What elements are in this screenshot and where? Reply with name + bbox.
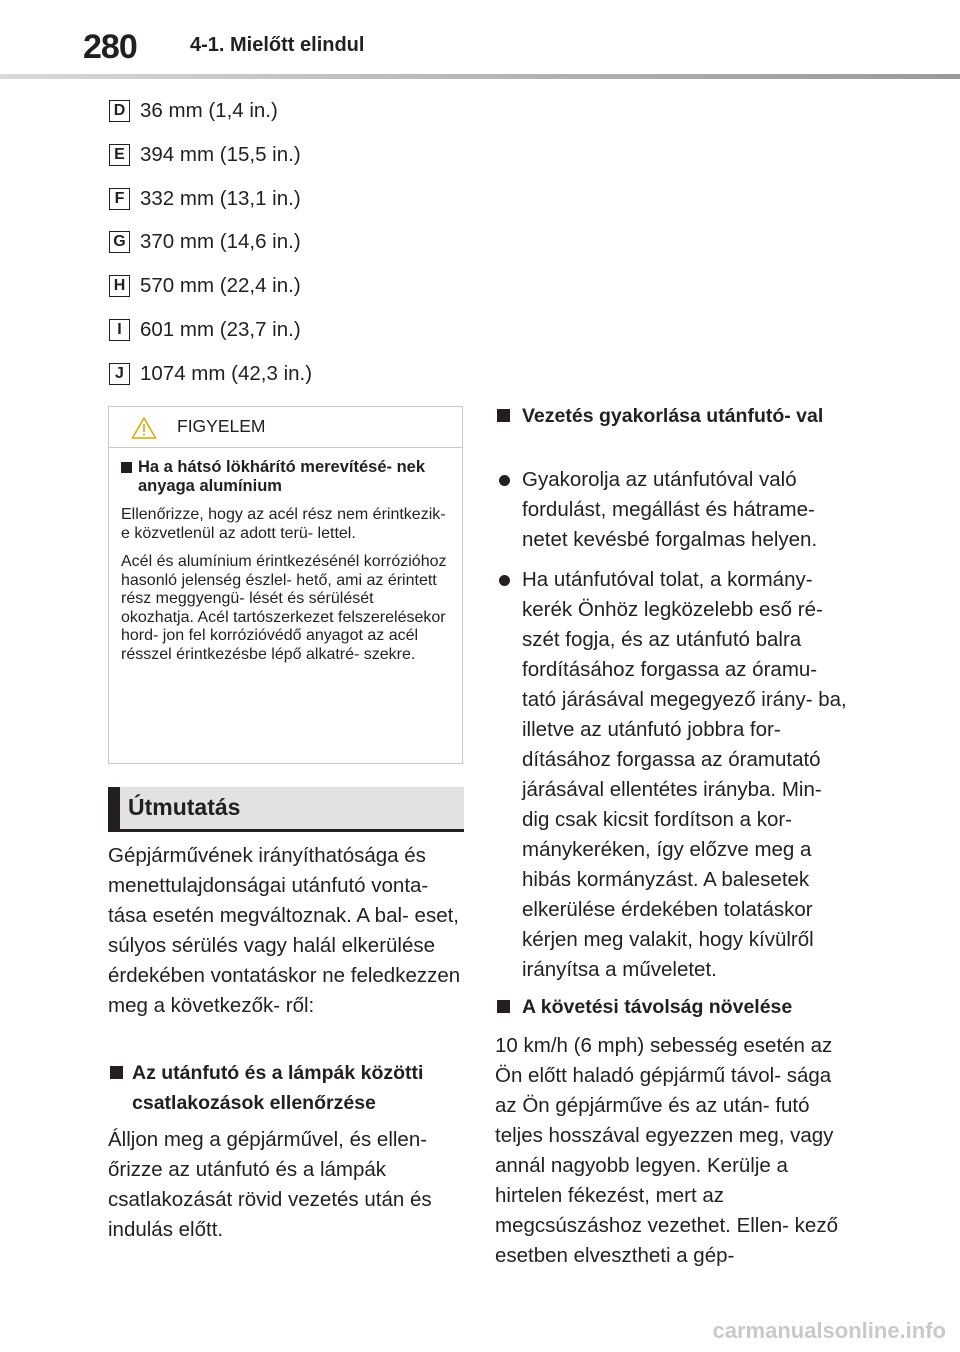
warning-header <box>109 407 462 448</box>
warning-paragraph: Ellenőrizze, hogy az acél rész nem érintkezik-e közvetlenül az adott terü- lettel. <box>121 506 446 542</box>
dimension-letter: J <box>109 363 130 385</box>
warning-subheading-text: Ha a hátsó lökhárító merevítésé- nek anyaga alumínium <box>138 458 426 495</box>
warning-paragraph: Acél és alumínium érintkezésénél korrózióhoz hasonló jelenség észlel- hető, ami az érintett rész meggyengü- lését és sérülését okozhatja. Acél tartószerkezet felszerelésekor hord- jon fel korrózióvédő anyagot az acél résszel érintkezésbe lépő alkatré- szekre. <box>121 553 447 663</box>
dimension-value: 601 mm (23,7 in.) <box>140 318 301 341</box>
dimension-letter: D <box>109 100 130 122</box>
dimension-value: 332 mm (13,1 in.) <box>140 187 301 210</box>
bullet-practice: Gyakorolja az utánfutóval való fordulást, megállást és hátrame- netet kevésbé forgalmas helyen. <box>522 468 818 551</box>
header-rule <box>0 74 960 79</box>
dimension-item-f <box>109 187 301 211</box>
dimension-value: 394 mm (15,5 in.) <box>140 143 301 166</box>
heading-practice-driving: Vezetés gyakorlása utánfutó- val <box>522 405 824 427</box>
dimension-item-j <box>109 362 312 386</box>
square-bullet-icon <box>497 1000 510 1013</box>
dimension-item-h <box>109 274 301 298</box>
warning-subheading <box>121 458 450 496</box>
warning-title: FIGYELEM <box>177 416 266 436</box>
guide-bar-accent <box>108 787 120 832</box>
dimension-value: 570 mm (22,4 in.) <box>140 274 301 297</box>
dimension-letter: H <box>109 275 130 297</box>
guide-heading-bar <box>108 787 464 832</box>
square-bullet-icon <box>121 462 132 473</box>
dimension-item-g <box>109 230 301 254</box>
dimension-letter: E <box>109 144 130 166</box>
guide-intro: Gépjárművének irányíthatósága és menettulajdonságai utánfutó vonta- tása esetén megváltoznak. A bal- eset, súlyos sérülés vagy halál elkerülése érdekében vontatáskor ne feledkezzen meg a következők- ről: <box>108 844 461 1017</box>
dimension-letter: I <box>109 319 130 341</box>
square-bullet-icon <box>497 409 510 422</box>
round-bullet-icon <box>499 575 510 586</box>
dimension-value: 370 mm (14,6 in.) <box>140 230 301 253</box>
guide-heading-connections: Az utánfutó és a lámpák közötti csatlakozások ellenőrzése <box>132 1062 424 1114</box>
warning-box <box>108 406 463 764</box>
section-title: 4-1. Mielőtt elindul <box>190 34 365 56</box>
square-bullet-icon <box>110 1066 123 1079</box>
bullet-reversing: Ha utánfutóval tolat, a kormány- kerék Önhöz legközelebb eső ré- szét fogja, és az utánfutó balra fordításához forgassa az óramu- tató járásával megegyező irány- ba, illetve az utánfutó jobbra for- dításához forgassa az óramutató járásával ellentétes irányba. Min- dig csak kicsit fordítson a kor- mánykeréken, így előzve meg a hibás kormányzást. A balesetek elkerülése érdekében tolatáskor kérjen meg valakit, hogy kívülről irányítsa a műveletet. <box>522 568 847 981</box>
guide-text-connections: Álljon meg a gépjárművel, és ellen- őrizze az utánfutó és a lámpák csatlakozását rövid vezetés után és indulás előtt. <box>108 1128 432 1241</box>
page-header <box>0 0 960 80</box>
dimension-value: 1074 mm (42,3 in.) <box>140 362 313 385</box>
warning-triangle-icon <box>131 416 157 440</box>
dimension-letter: F <box>109 188 130 210</box>
dimension-item-d <box>109 99 278 123</box>
dimension-item-e <box>109 143 301 167</box>
dimension-value: 36 mm (1,4 in.) <box>140 99 278 122</box>
dimension-letter: G <box>109 231 130 253</box>
watermark: carmanualsonline.info <box>712 1318 946 1343</box>
following-distance-text: 10 km/h (6 mph) sebesség esetén az Ön előtt haladó gépjármű távol- sága az Ön gépjárműve és az után- futó teljes hosszával egyezzen meg, vagy annál nagyobb legyen. Kerülje a hirtelen fékezést, mert az megcsúszáshoz vezethet. Ellen- kező esetben elvesztheti a gép- <box>495 1034 838 1267</box>
guide-title: Útmutatás <box>128 794 241 820</box>
round-bullet-icon <box>499 475 510 486</box>
dimension-item-i <box>109 318 301 342</box>
heading-following-distance: A követési távolság növelése <box>522 996 793 1018</box>
page-number: 280 <box>83 28 137 66</box>
